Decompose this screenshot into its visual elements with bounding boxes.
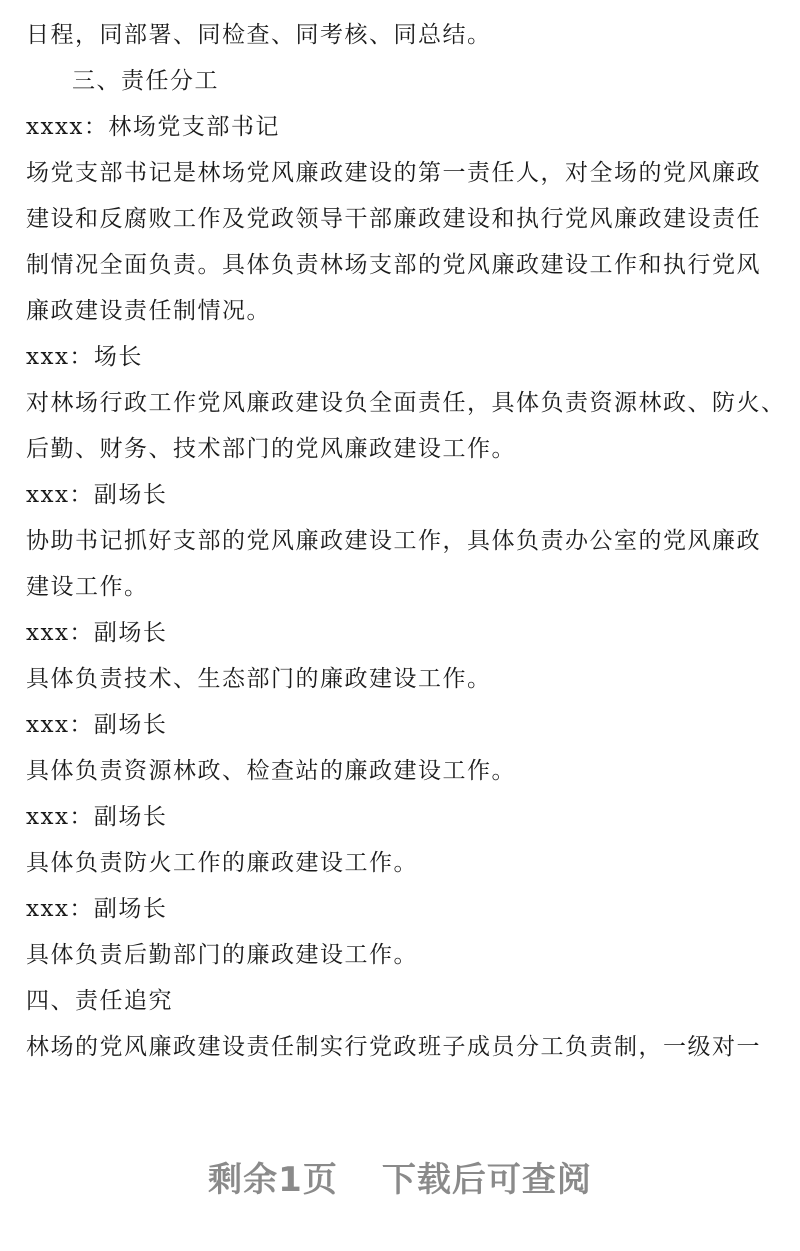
text-line: 廉政建设责任制情况。 [26, 298, 271, 324]
text-line: 后勤、财务、技术部门的党风廉政建设工作。 [26, 436, 516, 462]
text-line: 具体负责后勤部门的廉政建设工作。 [26, 942, 418, 968]
remaining-pages-text: 剩余1页 [208, 1160, 338, 1200]
section-heading: 三、责任分工 [72, 68, 219, 94]
role-heading: xxxx：林场党支部书记 [26, 114, 280, 140]
download-banner[interactable] [0, 1152, 800, 1201]
text-line: 具体负责资源林政、检查站的廉政建设工作。 [26, 758, 516, 784]
text-line: 建设工作。 [26, 574, 149, 600]
role-heading: xxx：场长 [26, 344, 143, 370]
text-line: 制情况全面负责。具体负责林场支部的党风廉政建设工作和执行党风 [26, 252, 761, 278]
text-line: 协助书记抓好支部的党风廉政建设工作，具体负责办公室的党风廉政 [26, 528, 761, 554]
text-line: 林场的党风廉政建设责任制实行党政班子成员分工负责制，一级对一 [26, 1034, 761, 1060]
text-line: 对林场行政工作党风廉政建设负全面责任，具体负责资源林政、防火、 [26, 390, 786, 416]
role-heading: xxx：副场长 [26, 712, 168, 738]
text-line: 建设和反腐败工作及党政领导干部廉政建设和执行党风廉政建设责任 [26, 206, 761, 232]
download-to-view-text: 下载后可查阅 [381, 1160, 592, 1200]
text-line: 具体负责技术、生态部门的廉政建设工作。 [26, 666, 492, 692]
text-line: 日程，同部署、同检查、同考核、同总结。 [26, 22, 492, 48]
role-heading: xxx：副场长 [26, 804, 168, 830]
text-line: 场党支部书记是林场党风廉政建设的第一责任人，对全场的党风廉政 [26, 160, 761, 186]
role-heading: xxx：副场长 [26, 896, 168, 922]
section-heading: 四、责任追究 [26, 988, 173, 1014]
role-heading: xxx：副场长 [26, 620, 168, 646]
text-line: 具体负责防火工作的廉政建设工作。 [26, 850, 418, 876]
role-heading: xxx：副场长 [26, 482, 168, 508]
